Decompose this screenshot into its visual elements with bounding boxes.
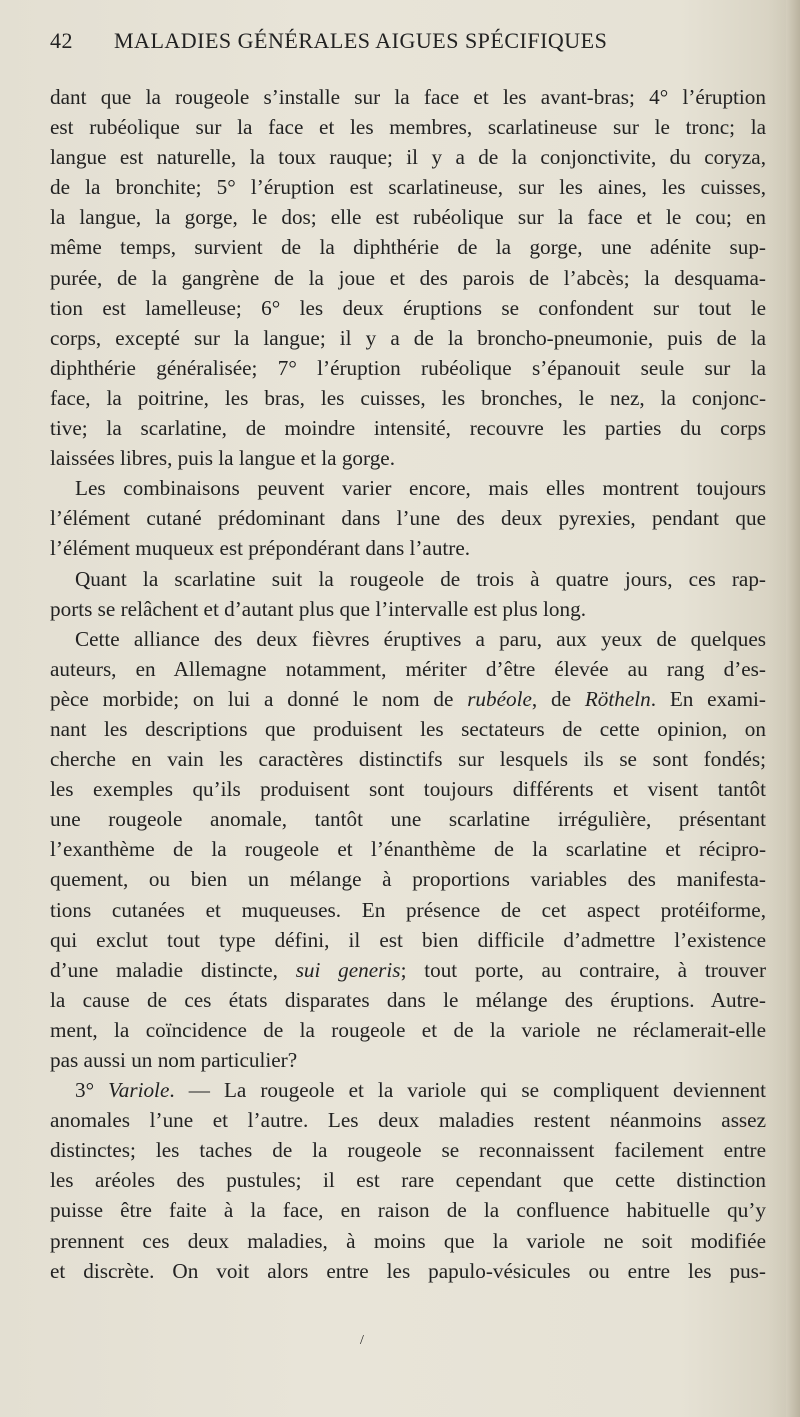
text-line: de la bronchite; 5° l’éruption est scarlatineuse, sur les aines, les cuisses, xyxy=(50,175,766,200)
text-line: les aréoles des pustules; il est rare cependant que cette distinction xyxy=(50,1168,766,1193)
text-line: 3° Variole. — La rougeole et la variole qui se compliquent deviennent xyxy=(75,1078,766,1103)
text-line: tion est lamelleuse; 6° les deux éruptions se confondent sur tout le xyxy=(50,295,766,320)
text-line: corps, excepté sur la langue; il y a de la broncho-pneumonie, puis de la xyxy=(50,325,766,350)
text-line: puisse être faite à la face, en raison de la confluence habituelle qu’y xyxy=(50,1198,766,1223)
text-line: auteurs, en Allemagne notamment, mériter d’être élevée au rang d’es- xyxy=(50,656,766,681)
text-line: langue est naturelle, la toux rauque; il y a de la conjonctivite, du coryza, xyxy=(50,145,766,170)
text-line: face, la poitrine, les bras, les cuisses, les bronches, le nez, la conjonc- xyxy=(50,385,766,410)
text-line: tions cutanées et muqueuses. En présence de cet aspect protéiforme, xyxy=(50,897,766,922)
text-line: quement, ou bien un mélange à proportions variables des manifesta- xyxy=(50,867,766,892)
text-line: nant les descriptions que produisent les sectateurs de cette opinion, on xyxy=(50,716,766,741)
text-line: la cause de ces états disparates dans le mélange des éruptions. Autre- xyxy=(50,987,766,1012)
text-line: d’une maladie distincte, sui generis; tout porte, au contraire, à trouver xyxy=(50,957,766,982)
text-line: l’exanthème de la rougeole et l’énanthème de la scarlatine et récipro- xyxy=(50,837,766,862)
text-line: purée, de la gangrène de la joue et des parois de l’abcès; la desquama- xyxy=(50,265,766,290)
text-line: et discrète. On voit alors entre les papulo-vésicules ou entre les pus- xyxy=(50,1258,766,1283)
page-number: 42 xyxy=(50,28,73,53)
text-line: pèce morbide; on lui a donné le nom de rubéole, de Rötheln. En exami- xyxy=(50,686,766,711)
text-line: Les combinaisons peuvent varier encore, mais elles montrent toujours xyxy=(75,476,766,501)
body-text xyxy=(50,82,766,1286)
text-line: ports se relâchent et d’autant plus que l’intervalle est plus long. xyxy=(50,596,587,621)
page-header xyxy=(50,28,750,58)
text-line: Quant la scarlatine suit la rougeole de trois à quatre jours, ces rap- xyxy=(75,566,766,591)
text-line: Cette alliance des deux fièvres éruptives a paru, aux yeux de quelques xyxy=(75,626,766,651)
text-line: anomales l’une et l’autre. Les deux maladies restent néanmoins assez xyxy=(50,1108,766,1133)
text-line: les exemples qu’ils produisent sont toujours différents et visent tantôt xyxy=(50,777,766,802)
text-line: est rubéolique sur la face et les membres, scarlatineuse sur le tronc; la xyxy=(50,115,766,140)
footer-mark: / xyxy=(360,1333,364,1348)
text-line: diphthérie généralisée; 7° l’éruption rubéolique s’épanouit seule sur la xyxy=(50,355,766,380)
text-line: ment, la coïncidence de la rougeole et de la variole ne réclamerait-elle xyxy=(50,1017,766,1042)
text-line: pas aussi un nom particulier? xyxy=(50,1048,298,1072)
text-line: distinctes; les taches de la rougeole se reconnaissent facilement entre xyxy=(50,1138,766,1163)
page-edge-shadow xyxy=(786,0,800,1417)
text-line: prennent ces deux maladies, à moins que la variole ne soit modifiée xyxy=(50,1228,766,1253)
text-line: tive; la scarlatine, de moindre intensité, recouvre les parties du corps xyxy=(50,416,766,441)
text-line: une rougeole anomale, tantôt une scarlatine irrégulière, présentant xyxy=(50,807,766,832)
text-line: l’élément cutané prédominant dans l’une des deux pyrexies, pendant que xyxy=(50,506,766,531)
text-line: qui exclut tout type défini, il est bien difficile d’admettre l’existence xyxy=(50,927,766,952)
text-line: même temps, survient de la diphthérie de la gorge, une adénite sup- xyxy=(50,235,766,260)
text-line: dant que la rougeole s’installe sur la face et les avant-bras; 4° l’éruption xyxy=(50,85,766,109)
text-line: l’élément muqueux est prépondérant dans l’autre. xyxy=(50,536,471,561)
text-line: cherche en vain les caractères distinctifs sur lesquels ils se sont fondés; xyxy=(50,747,766,772)
text-line: laissées libres, puis la langue et la gorge. xyxy=(50,446,395,471)
text-line: la langue, la gorge, le dos; elle est rubéolique sur la face et le cou; en xyxy=(50,205,766,230)
running-title: MALADIES GÉNÉRALES AIGUES SPÉCIFIQUES xyxy=(114,28,608,53)
